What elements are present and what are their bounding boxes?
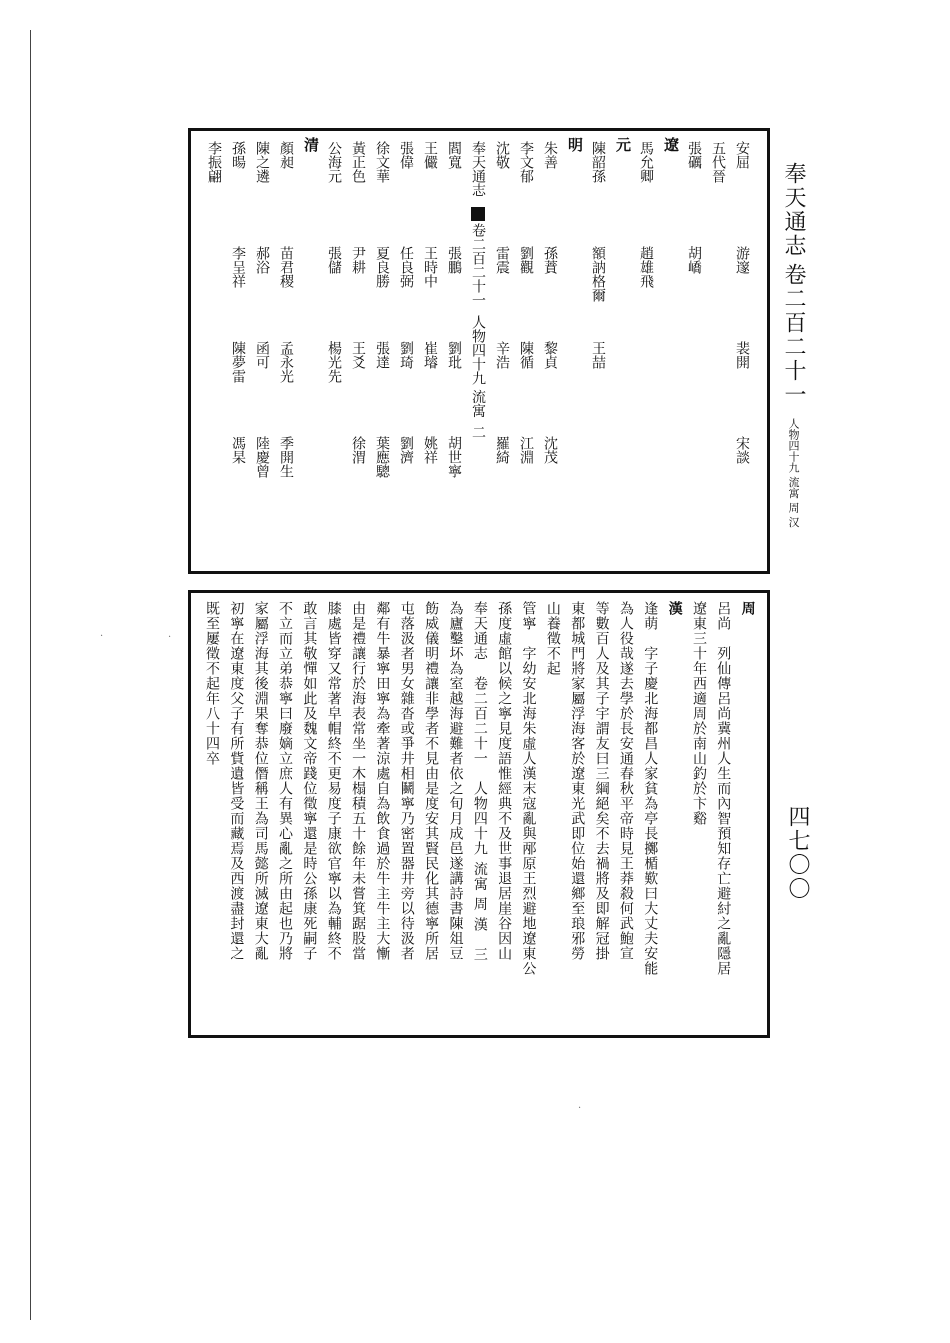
text-line: 不立而立弟恭寧曰廢嫡立庶人有異心亂之所由起也乃將 [277, 601, 294, 961]
dynasty-header [567, 137, 582, 557]
text-line: 管寧 字幼安北海朱虛人漢末寇亂與邴原王烈避地遼東公 [520, 601, 537, 976]
text-line: 膝處皆穿又常著皁帽終不更易度子康欲官寧以為輔終不 [325, 601, 342, 961]
dynasty-header [663, 137, 678, 557]
page-gutter-line [30, 30, 31, 1320]
person-name: 劉濟 [398, 436, 414, 464]
running-head [778, 162, 809, 562]
section-label: 人物四十九 流寓 周 汉 [787, 418, 800, 528]
person-name: 楊光先 [326, 341, 342, 383]
name-column [399, 141, 413, 561]
person-name: 孫暘 [230, 141, 246, 169]
person-name: 夏良勝 [374, 246, 390, 288]
dynasty-header: 周 [739, 601, 756, 616]
dynasty-header [303, 137, 318, 557]
name-index-panel [188, 128, 770, 574]
person-name: 宋談 [734, 436, 750, 464]
name-column [447, 141, 461, 561]
dynasty-label: 清 [302, 137, 320, 152]
text-line: 家屬浮海其後淵果奪恭位僭稱王為司馬懿所滅遼東大亂 [252, 601, 269, 961]
text-line: 屯落汲者男女雜沓或爭井相鬭寧乃密置器井旁以待汲者 [398, 601, 415, 961]
person-name: 陳循 [518, 341, 534, 369]
person-name: 沈敬 [494, 141, 510, 169]
person-name: 額訥格爾 [590, 246, 606, 302]
person-name: 江淵 [518, 436, 534, 464]
person-name: 沈茂 [542, 436, 558, 464]
name-column [231, 141, 245, 561]
person-name: 張儲 [326, 246, 342, 274]
title-segment: 卷二百二十一 [470, 223, 486, 307]
dynasty-header: 漢 [666, 601, 683, 616]
text-line: 遼東三十年西適周於南山釣於卞谿 [690, 601, 707, 826]
person-name: 游邃 [734, 246, 750, 274]
person-name: 陳之遴 [254, 141, 270, 183]
title-segment: 二 [470, 425, 486, 440]
name-column [279, 141, 293, 561]
text-line: 為人役哉遂去學於長安通春秋平帝時見王莽殺何武鮑宣 [617, 601, 634, 961]
person-name: 陳夢雷 [230, 341, 246, 383]
person-name: 胡世寧 [446, 436, 462, 478]
name-column [423, 141, 437, 561]
name-column [327, 141, 341, 561]
name-column [207, 141, 221, 561]
person-name: 劉琦 [398, 341, 414, 369]
text-line: 由是禮讓行於海表常坐一木榻積五十餘年未嘗箕踞股當 [350, 601, 367, 961]
text-line: 東都城門將家屬浮海客於遼東光武即位始還鄉至琅邪勞 [569, 601, 586, 961]
title-segment: 奉天通志 [470, 141, 486, 197]
person-name: 五代晉 [710, 141, 726, 183]
text-line: 逢萌 字子慶北海都昌人家貧為亭長擲楯歎曰大丈夫安能 [642, 601, 659, 976]
inner-running-title [471, 141, 485, 561]
person-name: 季開生 [278, 436, 294, 478]
book-title: 奉天通志 [781, 162, 806, 258]
person-name: 郝浴 [254, 246, 270, 274]
person-name: 羅綺 [494, 436, 510, 464]
person-name: 李振翩 [206, 141, 222, 183]
person-name: 張鵬 [446, 246, 462, 274]
person-name: 任良弼 [398, 246, 414, 288]
person-name: 趙雄飛 [638, 246, 654, 288]
name-column [711, 141, 725, 561]
person-name: 陸慶曾 [254, 436, 270, 478]
title-segment: 人物四十九 流寓 [470, 315, 486, 418]
name-column [375, 141, 389, 561]
person-name: 孟永光 [278, 341, 294, 383]
person-name: 苗君稷 [278, 246, 294, 288]
name-column [687, 141, 701, 561]
scan-speck: · [578, 1103, 582, 1114]
text-line: 山養徵不起 [544, 601, 561, 676]
person-name: 雷震 [494, 246, 510, 274]
person-name: 辛浩 [494, 341, 510, 369]
person-name: 李呈祥 [230, 246, 246, 288]
biography-text-panel [188, 590, 770, 1038]
person-name: 張偉 [398, 141, 414, 169]
text-line: 奉天通志 卷二百二十一 人物四十九 流寓 周 漢 三 [471, 601, 488, 963]
person-name: 王爻 [350, 341, 366, 369]
name-column [519, 141, 533, 561]
name-column [543, 141, 557, 561]
person-name: 李文郁 [518, 141, 534, 183]
person-name: 朱善 [542, 141, 558, 169]
person-name: 函可 [254, 341, 270, 369]
black-marker-icon [471, 207, 485, 221]
page-number: 四七〇〇 [785, 805, 810, 901]
dynasty-header [615, 137, 630, 557]
name-column [639, 141, 653, 561]
person-name: 裴開 [734, 341, 750, 369]
text-line: 飭威儀明禮讓非學者不見由是度安其賢民化其德寧所居 [423, 601, 440, 961]
dynasty-label: 元 [614, 137, 632, 152]
person-name: 王時中 [422, 246, 438, 288]
person-name: 黃正色 [350, 141, 366, 183]
person-name: 黎貞 [542, 341, 558, 369]
person-name: 閻寬 [446, 141, 462, 169]
person-name: 劉觀 [518, 246, 534, 274]
text-line: 孫度虛館以候之寧見度語惟經典不及世事退居崖谷因山 [496, 601, 513, 961]
person-name: 張達 [374, 341, 390, 369]
person-name: 公海元 [326, 141, 342, 183]
person-name: 徐渭 [350, 436, 366, 464]
text-line: 既至屢徵不起年八十四卒 [204, 601, 220, 766]
person-name: 顏昶 [278, 141, 294, 169]
person-name: 尹耕 [350, 246, 366, 274]
person-name: 胡嶠 [686, 246, 702, 274]
person-name: 葉應驄 [374, 436, 390, 478]
text-line: 敢言其敬憚如此及魏文帝踐位徵寧還是時公孫康死嗣子 [301, 601, 318, 961]
person-name: 崔璿 [422, 341, 438, 369]
name-column [591, 141, 605, 561]
person-name: 徐文華 [374, 141, 390, 183]
person-name: 孫蕡 [542, 246, 558, 274]
person-name: 陳韶孫 [590, 141, 606, 183]
text-line: 初寧在遼東度父子有所貲遺皆受而藏焉及西渡盡封還之 [228, 601, 245, 961]
dynasty-label: 遼 [662, 137, 680, 152]
text-line: 等數百人及其子宇謂友曰三綱絕矣不去禍將及即解冠掛 [593, 601, 610, 961]
person-name: 王儼 [422, 141, 438, 169]
person-name: 劉玭 [446, 341, 462, 369]
dynasty-label: 明 [566, 137, 584, 152]
person-name: 張礪 [686, 141, 702, 169]
text-line: 為廬鑿坏為室越海避難者依之旬月成邑遂講詩書陳俎豆 [447, 601, 464, 961]
scan-speck: · [100, 631, 104, 642]
text-line: 鄰有牛暴寧田寧為牽著涼處自為飲食過於牛主牛主大慚 [374, 601, 391, 961]
text-line: 呂尚 列仙傳呂尚冀州人生而內智預知存亡避紂之亂隱居 [715, 601, 732, 976]
person-name: 馮杲 [230, 436, 246, 464]
name-column [735, 141, 749, 561]
person-name: 安屈 [734, 141, 750, 169]
person-name: 王喆 [590, 341, 606, 369]
scan-speck: · [168, 632, 172, 643]
name-column [351, 141, 365, 561]
person-name: 姚祥 [422, 436, 438, 464]
person-name: 馬允卿 [638, 141, 654, 183]
name-column [255, 141, 269, 561]
volume-label: 卷二百二十一 [781, 263, 806, 408]
name-column [495, 141, 509, 561]
